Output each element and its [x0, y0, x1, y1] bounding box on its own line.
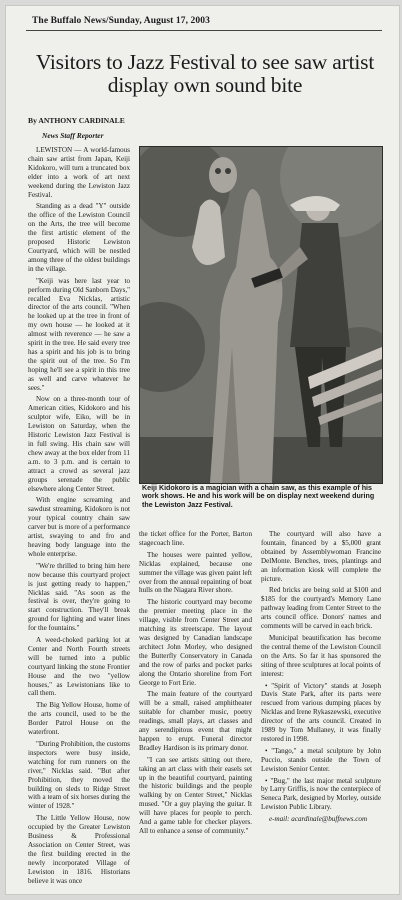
article-column-1 [28, 146, 130, 886]
paragraph: A weed-choked parking lot at Center and North Fourth streets will be turned into a public courtyard linking the stone Frontier House and the two "yellow houses," as Lewistonians like to call them. [28, 636, 130, 698]
article-column-3 [261, 530, 381, 890]
paragraph: "I can see artists sitting out there, taking an art class with their easels set up in the beautiful courtyard, painting the historic buildings and the people walking by on Center Street," Nicklas mused. "Or a guy playing the guitar. It will have places for people to perch. And a game table for checker players. All to enhance a sense of community." [139, 755, 252, 835]
bullet-item: • "Tango," a metal sculpture by John Puccio, stands outside the Town of Lewiston Senior Center. [261, 746, 381, 773]
staff-credit: News Staff Reporter [42, 131, 104, 140]
article-column-2 [139, 530, 252, 890]
paragraph: The main feature of the courtyard will be a small, raised amphitheater suitable for chamber music, poetry readings, small plays, art classes and any serendipitous event that might happen to erupt. Funeral director Bradley Hardison is its primary donor. [139, 690, 252, 752]
chainsaw-carving-illustration [140, 147, 382, 483]
paragraph: "We're thrilled to bring him here now because this courtyard project is just getting ready to happen," Nicklas said. "As soon as the festival is over, they're going to start construction. They'll break ground for lighting and water lines for the fountains." [28, 561, 130, 633]
paragraph: The houses were painted yellow, Nicklas explained, because one summer the village was given paint left over from the annual repainting of boat hulls on the Niagara River shore. [139, 550, 252, 595]
paragraph: Now on a three-month tour of American cities, Kidokoro and his sculptor wife, Eiko, will be in Lewiston on Saturday, when the Historic Lewiston Jazz Festival is in full swing. His chain saw will chew away at the box elder from 11 a.m. to 3 p.m. and is certain to attract a crowd as several jazz groups serenade the public elsewhere along Center Street. [28, 395, 130, 493]
paragraph: "Keiji was here last year to perform during Old Sanborn Days," recalled Eva Nicklas, artistic director of the arts council. "When he looked up at the tree in front of my own house — he looked at it almost with reverence — he saw a spirit in the tree. He said every tree has a spirit and his job is to bring the spirit out of the tree. So I'm hoping he'll see a spirit in this tree as well and carve whatever he sees." [28, 276, 130, 392]
bullet-item: • "Bug," the last major metal sculpture by Larry Griffis, is now the centerpiece of Seneca Park, designed by Morley, outside Lewiston Public Library. [261, 776, 381, 812]
paragraph: The courtyard will also have a fountain, financed by a $5,000 grant obtained by Assemblywoman Francine DelMonte. Benches, trees, plantings and an information kiosk will complete the picture. [261, 530, 381, 583]
paragraph: Municipal beautification has become the central theme of the Lewiston Council on the Arts. So far it has sponsored the siting of three sculptures at local points of interest: [261, 633, 381, 678]
masthead: The Buffalo News/Sunday, August 17, 2003 [32, 16, 210, 26]
headline: Visitors to Jazz Festival to see saw artist display own sound bite [35, 50, 375, 98]
reporter-email: e-mail: acardinale@buffnews.com [269, 815, 368, 824]
news-photo [139, 146, 383, 484]
paragraph: The Little Yellow House, now occupied by the Greater Lewiston Business & Professional Association on Center Street, was the first building erected in the newly incorporated Village of Lewiston in 1816. Historians believe it was once [28, 814, 130, 885]
photo-caption: Keiji Kidokoro is a magician with a chain saw, as this example of his work shows. He and his work will be on display next weekend during the Lewiston Jazz Festival. [142, 484, 375, 509]
paragraph: LEWISTON — A world-famous chain saw artist from Japan, Keiji Kidokoro, will turn a truncated box elder into a work of art next weekend during the Lewiston Jazz Festival. [28, 146, 130, 199]
masthead-rule [26, 30, 382, 31]
paragraph: the ticket office for the Porter, Barton stagecoach line. [139, 530, 252, 547]
paragraph: The Big Yellow House, home of the arts council, used to be the Border Patrol House on the waterfront. [28, 701, 130, 737]
newspaper-clipping [6, 6, 399, 894]
paragraph: Standing as a dead "Y" outside the office of the Lewiston Council on the Arts, the tree will become the first artistic element of the proposed Historic Lewiston Courtyard, which will be nestled among three of the oldest buildings in the village. [28, 202, 130, 273]
paragraph: Red bricks are being sold at $100 and $185 for the courtyard's Memory Lane pathway leading from Center Street to the arts council office. Donors' names and comments will be carved in each brick. [261, 586, 381, 631]
paragraph: With engine screaming and sawdust streaming, Kidokoro is not your typical country chain saw carver but is more of a performance artist, swaying to and fro and heaving body language into the whole enterprise. [28, 496, 130, 558]
byline: By ANTHONY CARDINALE [28, 116, 125, 125]
bullet-item: • "Spirit of Victory" stands at Joseph Davis State Park, after its parts were rescued from various dumping places by Nicklas and Irene Rykaszewski, executive director of the arts council. Created in 1989 by Tom Mullaney, it was finally restored in 1998. [261, 681, 381, 743]
paragraph: The historic courtyard may become the premier meeting place in the village, visible from Center Street and matching its streetscape. The layout was designed by Canadian landscape architect John Morley, who designed the Butterfly Conservatory in Canada and the row of parks and pocket parks along the Ontario shoreline from Fort George to Fort Erie. [139, 598, 252, 687]
paragraph: "During Prohibition, the customs inspectors were busy inside, watching for rum runners on the river," Nicklas said. "But after Prohibition, they moved the building on sleds to Ridge Street with a team of six horses during the winter of 1928." [28, 740, 130, 811]
